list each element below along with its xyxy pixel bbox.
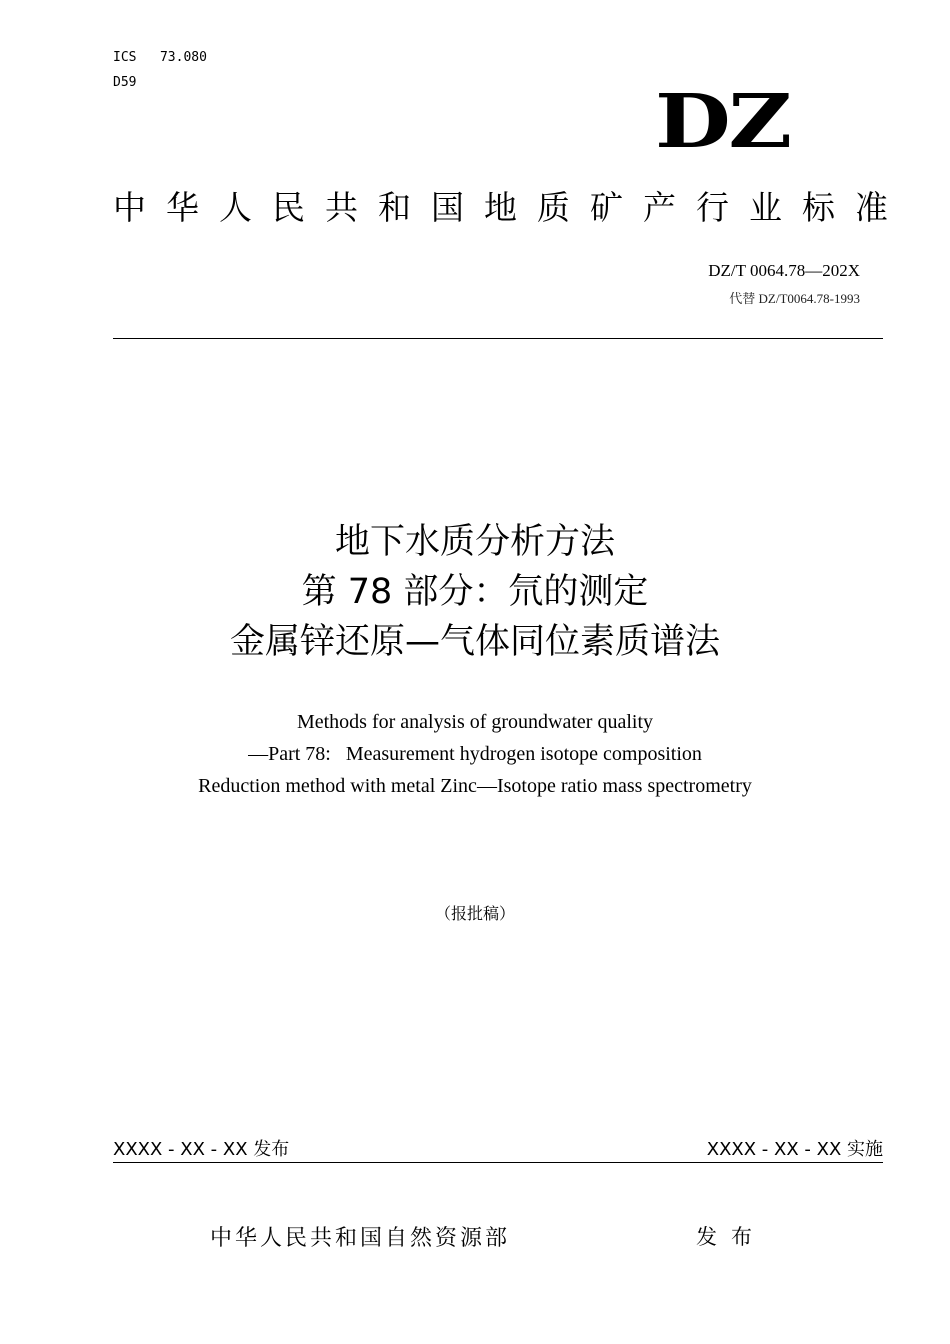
title-char: 地 bbox=[484, 188, 517, 227]
replaces-standard: 代替 DZ/T0064.78-1993 bbox=[729, 291, 860, 306]
title-char: 民 bbox=[272, 188, 305, 227]
implementation-date: XXXX - XX - XX 实施 bbox=[706, 1139, 883, 1160]
title-char: 标 bbox=[802, 188, 835, 227]
title-char: 准 bbox=[855, 188, 888, 227]
title-char: 国 bbox=[431, 188, 464, 227]
title-char: 行 bbox=[696, 188, 729, 227]
english-title-line: —Part 78: Measurement hydrogen isotope composition bbox=[248, 743, 702, 765]
title-char: 和 bbox=[378, 188, 411, 227]
bottom-divider bbox=[113, 1162, 883, 1163]
english-title-line: Reduction method with metal Zinc—Isotope ratio mass spectrometry bbox=[198, 775, 752, 797]
chinese-title-line: 地下水质分析方法 bbox=[334, 522, 615, 562]
classification-code: D59 bbox=[113, 75, 137, 90]
title-char: 质 bbox=[537, 188, 570, 227]
publisher-name: 中华人民共和国自然资源部 bbox=[210, 1226, 511, 1251]
title-char: 华 bbox=[166, 188, 199, 227]
top-divider bbox=[113, 338, 883, 339]
chinese-title-line: 金属锌还原—气体同位素质谱法 bbox=[229, 622, 720, 662]
title-char: 中 bbox=[113, 188, 146, 227]
title-char: 矿 bbox=[590, 188, 623, 227]
title-char: 业 bbox=[749, 188, 782, 227]
ics-code: ICS 73.080 bbox=[113, 50, 207, 65]
standard-number: DZ/T 0064.78—202X bbox=[708, 261, 860, 280]
draft-status: （报批稿） bbox=[434, 904, 515, 923]
dz-logo: DZ bbox=[655, 79, 790, 165]
issue-date: XXXX - XX - XX 发布 bbox=[113, 1139, 290, 1160]
english-title-line: Methods for analysis of groundwater quality bbox=[296, 711, 654, 733]
standard-category-title bbox=[113, 187, 888, 229]
title-char: 人 bbox=[219, 188, 252, 227]
english-title bbox=[0, 706, 950, 802]
chinese-title-line: 第 78 部分：氘的测定 bbox=[301, 572, 649, 612]
publish-label: 发布 bbox=[696, 1225, 766, 1249]
title-char: 共 bbox=[325, 188, 358, 227]
title-char: 产 bbox=[643, 188, 676, 227]
chinese-title bbox=[0, 517, 950, 667]
